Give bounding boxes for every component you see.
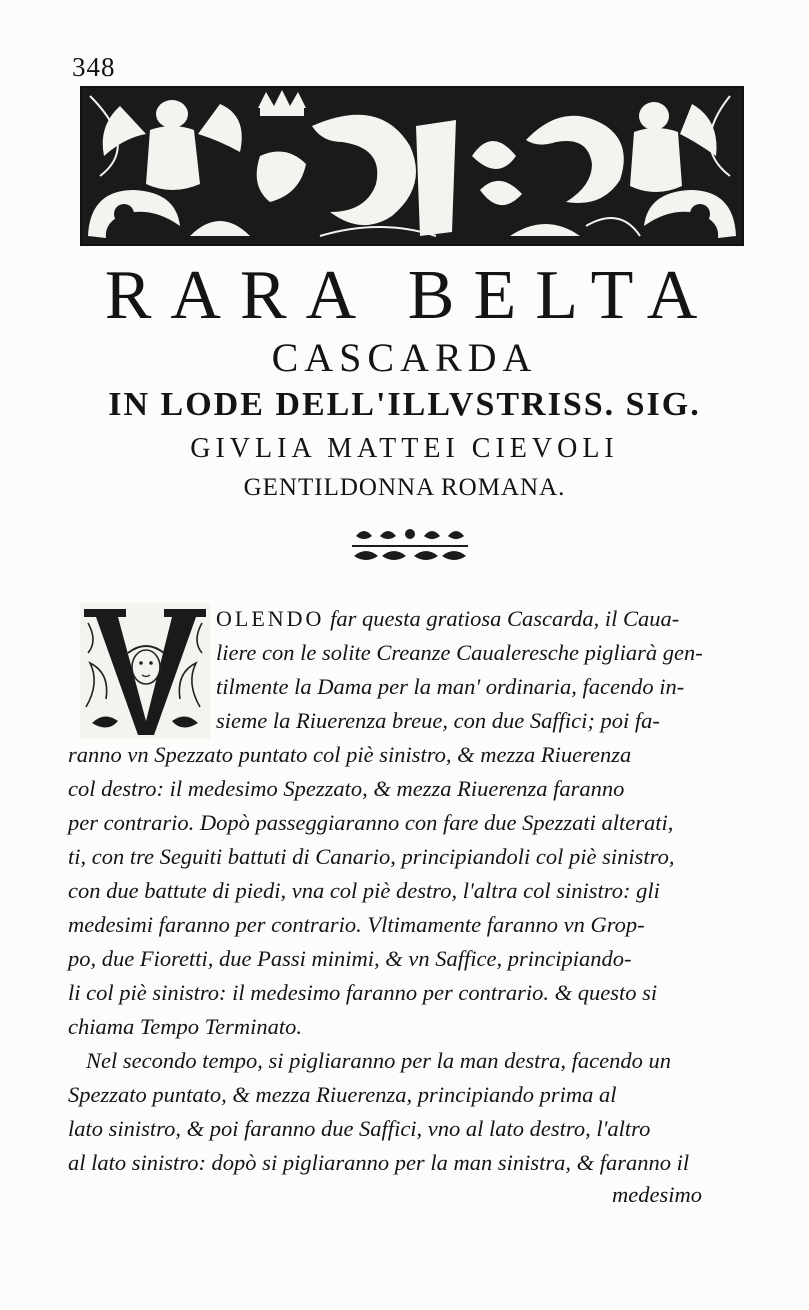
fleuron-ornament-icon: [352, 522, 468, 568]
text-line: tilmente la Dama per la man' ordinaria, facendo in-: [216, 674, 685, 699]
text-line: con due battute di piedi, vna col piè destro, l'altra col sinistro: gli: [68, 878, 660, 903]
text-line: po, due Fioretti, due Passi minimi, & vn Saffice, principiando-: [68, 946, 632, 971]
text-line: chiama Tempo Terminato.: [68, 1014, 302, 1039]
decorated-initial-v: [80, 603, 210, 739]
title-dance-type: CASCARDA: [271, 335, 538, 380]
initial-letter-icon: [80, 603, 210, 739]
page-number: 348: [72, 52, 116, 82]
text-line: medesimi faranno per contrario. Vltimamente faranno vn Grop-: [68, 912, 645, 937]
title-block: [0, 258, 809, 506]
text-line: li col piè sinistro: il medesimo faranno per contrario. & questo si: [68, 980, 658, 1005]
text-line: ti, con tre Seguiti battuti di Canario, principiandoli col piè sinistro,: [68, 844, 675, 869]
text-line: sieme la Riuerenza breue, con due Saffici; poi fa-: [216, 708, 660, 733]
text-line: col destro: il medesimo Spezzato, & mezza Riuerenza faranno: [68, 776, 625, 801]
text-line: Nel secondo tempo, si pigliaranno per la man destra, facendo un: [86, 1048, 671, 1073]
title-dedication: IN LODE DELL'ILLVSTRISS. SIG.: [108, 386, 701, 423]
title-main: RARA BELTA: [104, 257, 717, 334]
text-line: per contrario. Dopò passeggiaranno con fare due Spezzati alterati,: [68, 810, 674, 835]
text-line: al lato sinistro: dopò si pigliaranno per la man sinistra, & faranno il: [68, 1150, 690, 1175]
title-name: GIVLIA MATTEI CIEVOLI: [190, 433, 619, 464]
text-line: lato sinistro, & poi faranno due Saffici, vno al lato destro, l'altro: [68, 1116, 651, 1141]
text-line: liere con le solite Creanze Caualeresche pigliarà gen-: [216, 640, 703, 665]
woodcut-headpiece: [80, 86, 744, 246]
text-line: OLENDO far questa gratiosa Cascarda, il Caua-: [216, 606, 680, 631]
catchword: medesimo: [612, 1182, 702, 1207]
text-line: ranno vn Spezzato puntato col piè sinistro, & mezza Riuerenza: [68, 742, 632, 767]
text-line: Spezzato puntato, & mezza Riuerenza, principiando prima al: [68, 1082, 617, 1107]
lead-word: OLENDO: [216, 606, 325, 631]
title-rank: GENTILDONNA ROMANA.: [243, 474, 566, 501]
headpiece-ornament-icon: [80, 86, 744, 246]
